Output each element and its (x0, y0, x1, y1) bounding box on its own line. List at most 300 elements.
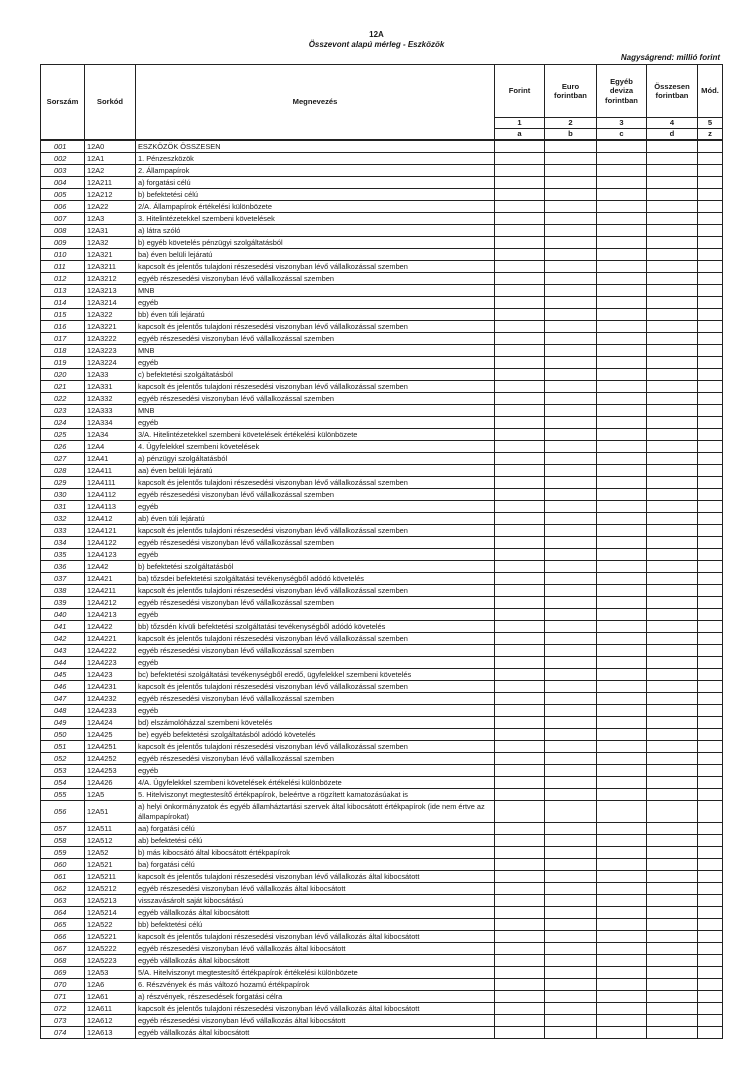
value-euro-cell[interactable] (545, 657, 597, 669)
value-euro-cell[interactable] (545, 285, 597, 297)
value-forint-cell[interactable] (495, 729, 545, 741)
value-total-cell[interactable] (647, 140, 698, 153)
value-total-cell[interactable] (647, 729, 698, 741)
value-mod-cell[interactable] (698, 597, 723, 609)
value-euro-cell[interactable] (545, 669, 597, 681)
value-euro-cell[interactable] (545, 321, 597, 333)
value-other-currency-cell[interactable] (597, 979, 647, 991)
value-forint-cell[interactable] (495, 991, 545, 1003)
value-euro-cell[interactable] (545, 1015, 597, 1027)
value-other-currency-cell[interactable] (597, 931, 647, 943)
value-forint-cell[interactable] (495, 765, 545, 777)
value-euro-cell[interactable] (545, 537, 597, 549)
value-euro-cell[interactable] (545, 189, 597, 201)
value-total-cell[interactable] (647, 681, 698, 693)
value-other-currency-cell[interactable] (597, 991, 647, 1003)
value-euro-cell[interactable] (545, 225, 597, 237)
value-euro-cell[interactable] (545, 357, 597, 369)
value-total-cell[interactable] (647, 585, 698, 597)
value-other-currency-cell[interactable] (597, 537, 647, 549)
value-euro-cell[interactable] (545, 369, 597, 381)
value-other-currency-cell[interactable] (597, 333, 647, 345)
value-mod-cell[interactable] (698, 859, 723, 871)
value-euro-cell[interactable] (545, 261, 597, 273)
value-euro-cell[interactable] (545, 1027, 597, 1039)
value-total-cell[interactable] (647, 237, 698, 249)
value-euro-cell[interactable] (545, 967, 597, 979)
value-euro-cell[interactable] (545, 297, 597, 309)
value-euro-cell[interactable] (545, 621, 597, 633)
value-total-cell[interactable] (647, 1027, 698, 1039)
value-forint-cell[interactable] (495, 249, 545, 261)
value-mod-cell[interactable] (698, 309, 723, 321)
value-forint-cell[interactable] (495, 859, 545, 871)
value-forint-cell[interactable] (495, 597, 545, 609)
value-other-currency-cell[interactable] (597, 895, 647, 907)
value-mod-cell[interactable] (698, 609, 723, 621)
value-mod-cell[interactable] (698, 967, 723, 979)
value-forint-cell[interactable] (495, 693, 545, 705)
value-euro-cell[interactable] (545, 465, 597, 477)
value-total-cell[interactable] (647, 189, 698, 201)
value-forint-cell[interactable] (495, 393, 545, 405)
value-total-cell[interactable] (647, 645, 698, 657)
value-other-currency-cell[interactable] (597, 859, 647, 871)
value-mod-cell[interactable] (698, 991, 723, 1003)
value-forint-cell[interactable] (495, 489, 545, 501)
value-other-currency-cell[interactable] (597, 165, 647, 177)
value-euro-cell[interactable] (545, 645, 597, 657)
value-total-cell[interactable] (647, 321, 698, 333)
value-forint-cell[interactable] (495, 895, 545, 907)
value-total-cell[interactable] (647, 871, 698, 883)
value-other-currency-cell[interactable] (597, 871, 647, 883)
value-other-currency-cell[interactable] (597, 705, 647, 717)
value-total-cell[interactable] (647, 501, 698, 513)
value-forint-cell[interactable] (495, 741, 545, 753)
value-other-currency-cell[interactable] (597, 847, 647, 859)
value-other-currency-cell[interactable] (597, 225, 647, 237)
value-other-currency-cell[interactable] (597, 309, 647, 321)
value-mod-cell[interactable] (698, 465, 723, 477)
value-other-currency-cell[interactable] (597, 919, 647, 931)
value-mod-cell[interactable] (698, 777, 723, 789)
value-mod-cell[interactable] (698, 357, 723, 369)
value-mod-cell[interactable] (698, 237, 723, 249)
value-euro-cell[interactable] (545, 871, 597, 883)
value-euro-cell[interactable] (545, 417, 597, 429)
value-euro-cell[interactable] (545, 140, 597, 153)
value-forint-cell[interactable] (495, 585, 545, 597)
value-mod-cell[interactable] (698, 249, 723, 261)
value-mod-cell[interactable] (698, 537, 723, 549)
value-mod-cell[interactable] (698, 883, 723, 895)
value-forint-cell[interactable] (495, 285, 545, 297)
value-forint-cell[interactable] (495, 645, 545, 657)
value-forint-cell[interactable] (495, 943, 545, 955)
value-euro-cell[interactable] (545, 381, 597, 393)
value-mod-cell[interactable] (698, 441, 723, 453)
value-mod-cell[interactable] (698, 177, 723, 189)
value-total-cell[interactable] (647, 753, 698, 765)
value-total-cell[interactable] (647, 621, 698, 633)
value-other-currency-cell[interactable] (597, 753, 647, 765)
value-forint-cell[interactable] (495, 333, 545, 345)
value-euro-cell[interactable] (545, 597, 597, 609)
value-forint-cell[interactable] (495, 513, 545, 525)
value-other-currency-cell[interactable] (597, 823, 647, 835)
value-total-cell[interactable] (647, 955, 698, 967)
value-forint-cell[interactable] (495, 357, 545, 369)
value-other-currency-cell[interactable] (597, 645, 647, 657)
value-total-cell[interactable] (647, 883, 698, 895)
value-mod-cell[interactable] (698, 693, 723, 705)
value-other-currency-cell[interactable] (597, 441, 647, 453)
value-forint-cell[interactable] (495, 501, 545, 513)
value-total-cell[interactable] (647, 823, 698, 835)
value-forint-cell[interactable] (495, 237, 545, 249)
value-mod-cell[interactable] (698, 835, 723, 847)
value-mod-cell[interactable] (698, 429, 723, 441)
value-euro-cell[interactable] (545, 753, 597, 765)
value-euro-cell[interactable] (545, 693, 597, 705)
value-forint-cell[interactable] (495, 573, 545, 585)
value-other-currency-cell[interactable] (597, 501, 647, 513)
value-total-cell[interactable] (647, 943, 698, 955)
value-mod-cell[interactable] (698, 871, 723, 883)
value-total-cell[interactable] (647, 717, 698, 729)
value-forint-cell[interactable] (495, 477, 545, 489)
value-total-cell[interactable] (647, 801, 698, 823)
value-mod-cell[interactable] (698, 705, 723, 717)
value-total-cell[interactable] (647, 429, 698, 441)
value-total-cell[interactable] (647, 789, 698, 801)
value-total-cell[interactable] (647, 333, 698, 345)
value-other-currency-cell[interactable] (597, 789, 647, 801)
value-forint-cell[interactable] (495, 525, 545, 537)
value-mod-cell[interactable] (698, 225, 723, 237)
value-mod-cell[interactable] (698, 847, 723, 859)
value-forint-cell[interactable] (495, 835, 545, 847)
value-euro-cell[interactable] (545, 441, 597, 453)
value-euro-cell[interactable] (545, 585, 597, 597)
value-total-cell[interactable] (647, 693, 698, 705)
value-euro-cell[interactable] (545, 883, 597, 895)
value-other-currency-cell[interactable] (597, 417, 647, 429)
value-forint-cell[interactable] (495, 633, 545, 645)
value-forint-cell[interactable] (495, 907, 545, 919)
value-total-cell[interactable] (647, 165, 698, 177)
value-forint-cell[interactable] (495, 777, 545, 789)
value-mod-cell[interactable] (698, 489, 723, 501)
value-mod-cell[interactable] (698, 919, 723, 931)
value-mod-cell[interactable] (698, 501, 723, 513)
value-mod-cell[interactable] (698, 513, 723, 525)
value-total-cell[interactable] (647, 153, 698, 165)
value-mod-cell[interactable] (698, 931, 723, 943)
value-euro-cell[interactable] (545, 991, 597, 1003)
value-forint-cell[interactable] (495, 549, 545, 561)
value-total-cell[interactable] (647, 285, 698, 297)
value-forint-cell[interactable] (495, 225, 545, 237)
value-mod-cell[interactable] (698, 561, 723, 573)
value-other-currency-cell[interactable] (597, 967, 647, 979)
value-forint-cell[interactable] (495, 753, 545, 765)
value-other-currency-cell[interactable] (597, 393, 647, 405)
value-forint-cell[interactable] (495, 381, 545, 393)
value-total-cell[interactable] (647, 907, 698, 919)
value-euro-cell[interactable] (545, 979, 597, 991)
value-mod-cell[interactable] (698, 381, 723, 393)
value-forint-cell[interactable] (495, 705, 545, 717)
value-euro-cell[interactable] (545, 249, 597, 261)
value-total-cell[interactable] (647, 393, 698, 405)
value-other-currency-cell[interactable] (597, 453, 647, 465)
value-other-currency-cell[interactable] (597, 609, 647, 621)
value-euro-cell[interactable] (545, 741, 597, 753)
value-total-cell[interactable] (647, 405, 698, 417)
value-mod-cell[interactable] (698, 895, 723, 907)
value-total-cell[interactable] (647, 859, 698, 871)
value-other-currency-cell[interactable] (597, 561, 647, 573)
value-euro-cell[interactable] (545, 549, 597, 561)
value-other-currency-cell[interactable] (597, 477, 647, 489)
value-mod-cell[interactable] (698, 273, 723, 285)
value-mod-cell[interactable] (698, 285, 723, 297)
value-other-currency-cell[interactable] (597, 657, 647, 669)
value-forint-cell[interactable] (495, 801, 545, 823)
value-other-currency-cell[interactable] (597, 729, 647, 741)
value-other-currency-cell[interactable] (597, 345, 647, 357)
value-mod-cell[interactable] (698, 189, 723, 201)
value-forint-cell[interactable] (495, 955, 545, 967)
value-mod-cell[interactable] (698, 393, 723, 405)
value-euro-cell[interactable] (545, 943, 597, 955)
value-total-cell[interactable] (647, 273, 698, 285)
value-mod-cell[interactable] (698, 321, 723, 333)
value-other-currency-cell[interactable] (597, 273, 647, 285)
value-total-cell[interactable] (647, 561, 698, 573)
value-euro-cell[interactable] (545, 237, 597, 249)
value-euro-cell[interactable] (545, 273, 597, 285)
value-total-cell[interactable] (647, 573, 698, 585)
value-mod-cell[interactable] (698, 669, 723, 681)
value-other-currency-cell[interactable] (597, 693, 647, 705)
value-mod-cell[interactable] (698, 955, 723, 967)
value-euro-cell[interactable] (545, 729, 597, 741)
value-forint-cell[interactable] (495, 621, 545, 633)
value-forint-cell[interactable] (495, 681, 545, 693)
value-other-currency-cell[interactable] (597, 237, 647, 249)
value-euro-cell[interactable] (545, 153, 597, 165)
value-forint-cell[interactable] (495, 561, 545, 573)
value-total-cell[interactable] (647, 895, 698, 907)
value-euro-cell[interactable] (545, 609, 597, 621)
value-total-cell[interactable] (647, 919, 698, 931)
value-forint-cell[interactable] (495, 657, 545, 669)
value-mod-cell[interactable] (698, 823, 723, 835)
value-total-cell[interactable] (647, 177, 698, 189)
value-other-currency-cell[interactable] (597, 1003, 647, 1015)
value-mod-cell[interactable] (698, 907, 723, 919)
value-euro-cell[interactable] (545, 835, 597, 847)
value-other-currency-cell[interactable] (597, 261, 647, 273)
value-other-currency-cell[interactable] (597, 489, 647, 501)
value-forint-cell[interactable] (495, 345, 545, 357)
value-forint-cell[interactable] (495, 297, 545, 309)
value-total-cell[interactable] (647, 549, 698, 561)
value-mod-cell[interactable] (698, 345, 723, 357)
value-mod-cell[interactable] (698, 417, 723, 429)
value-other-currency-cell[interactable] (597, 525, 647, 537)
value-other-currency-cell[interactable] (597, 1015, 647, 1027)
value-forint-cell[interactable] (495, 1003, 545, 1015)
value-forint-cell[interactable] (495, 165, 545, 177)
value-total-cell[interactable] (647, 705, 698, 717)
value-total-cell[interactable] (647, 525, 698, 537)
value-euro-cell[interactable] (545, 501, 597, 513)
value-forint-cell[interactable] (495, 417, 545, 429)
value-mod-cell[interactable] (698, 657, 723, 669)
value-euro-cell[interactable] (545, 345, 597, 357)
value-euro-cell[interactable] (545, 561, 597, 573)
value-other-currency-cell[interactable] (597, 153, 647, 165)
value-total-cell[interactable] (647, 669, 698, 681)
value-mod-cell[interactable] (698, 943, 723, 955)
value-forint-cell[interactable] (495, 261, 545, 273)
value-forint-cell[interactable] (495, 717, 545, 729)
value-total-cell[interactable] (647, 369, 698, 381)
value-other-currency-cell[interactable] (597, 597, 647, 609)
value-forint-cell[interactable] (495, 321, 545, 333)
value-euro-cell[interactable] (545, 525, 597, 537)
value-other-currency-cell[interactable] (597, 955, 647, 967)
value-mod-cell[interactable] (698, 717, 723, 729)
value-total-cell[interactable] (647, 309, 698, 321)
value-mod-cell[interactable] (698, 453, 723, 465)
value-euro-cell[interactable] (545, 931, 597, 943)
value-other-currency-cell[interactable] (597, 369, 647, 381)
value-total-cell[interactable] (647, 489, 698, 501)
value-total-cell[interactable] (647, 609, 698, 621)
value-mod-cell[interactable] (698, 549, 723, 561)
value-total-cell[interactable] (647, 381, 698, 393)
value-forint-cell[interactable] (495, 369, 545, 381)
value-total-cell[interactable] (647, 777, 698, 789)
value-total-cell[interactable] (647, 537, 698, 549)
value-mod-cell[interactable] (698, 165, 723, 177)
value-other-currency-cell[interactable] (597, 943, 647, 955)
value-total-cell[interactable] (647, 213, 698, 225)
value-euro-cell[interactable] (545, 333, 597, 345)
value-mod-cell[interactable] (698, 201, 723, 213)
value-forint-cell[interactable] (495, 140, 545, 153)
value-euro-cell[interactable] (545, 405, 597, 417)
value-other-currency-cell[interactable] (597, 633, 647, 645)
value-mod-cell[interactable] (698, 621, 723, 633)
value-other-currency-cell[interactable] (597, 549, 647, 561)
value-euro-cell[interactable] (545, 393, 597, 405)
value-forint-cell[interactable] (495, 823, 545, 835)
value-forint-cell[interactable] (495, 967, 545, 979)
value-euro-cell[interactable] (545, 681, 597, 693)
value-mod-cell[interactable] (698, 405, 723, 417)
value-euro-cell[interactable] (545, 717, 597, 729)
value-mod-cell[interactable] (698, 585, 723, 597)
value-mod-cell[interactable] (698, 477, 723, 489)
value-other-currency-cell[interactable] (597, 801, 647, 823)
value-total-cell[interactable] (647, 357, 698, 369)
value-euro-cell[interactable] (545, 633, 597, 645)
value-total-cell[interactable] (647, 201, 698, 213)
value-mod-cell[interactable] (698, 573, 723, 585)
value-other-currency-cell[interactable] (597, 681, 647, 693)
value-total-cell[interactable] (647, 847, 698, 859)
value-other-currency-cell[interactable] (597, 357, 647, 369)
value-forint-cell[interactable] (495, 153, 545, 165)
value-forint-cell[interactable] (495, 883, 545, 895)
value-other-currency-cell[interactable] (597, 381, 647, 393)
value-total-cell[interactable] (647, 1015, 698, 1027)
value-forint-cell[interactable] (495, 429, 545, 441)
value-other-currency-cell[interactable] (597, 140, 647, 153)
value-total-cell[interactable] (647, 835, 698, 847)
value-other-currency-cell[interactable] (597, 201, 647, 213)
value-forint-cell[interactable] (495, 189, 545, 201)
value-forint-cell[interactable] (495, 919, 545, 931)
value-forint-cell[interactable] (495, 1015, 545, 1027)
value-other-currency-cell[interactable] (597, 835, 647, 847)
value-total-cell[interactable] (647, 453, 698, 465)
value-total-cell[interactable] (647, 967, 698, 979)
value-other-currency-cell[interactable] (597, 717, 647, 729)
value-euro-cell[interactable] (545, 1003, 597, 1015)
value-other-currency-cell[interactable] (597, 765, 647, 777)
value-euro-cell[interactable] (545, 513, 597, 525)
value-forint-cell[interactable] (495, 979, 545, 991)
value-forint-cell[interactable] (495, 847, 545, 859)
value-total-cell[interactable] (647, 741, 698, 753)
value-mod-cell[interactable] (698, 369, 723, 381)
value-forint-cell[interactable] (495, 441, 545, 453)
value-other-currency-cell[interactable] (597, 585, 647, 597)
value-mod-cell[interactable] (698, 729, 723, 741)
value-other-currency-cell[interactable] (597, 249, 647, 261)
value-mod-cell[interactable] (698, 297, 723, 309)
value-other-currency-cell[interactable] (597, 213, 647, 225)
value-other-currency-cell[interactable] (597, 285, 647, 297)
value-other-currency-cell[interactable] (597, 777, 647, 789)
value-mod-cell[interactable] (698, 753, 723, 765)
value-euro-cell[interactable] (545, 907, 597, 919)
value-total-cell[interactable] (647, 991, 698, 1003)
value-total-cell[interactable] (647, 979, 698, 991)
value-forint-cell[interactable] (495, 453, 545, 465)
value-total-cell[interactable] (647, 465, 698, 477)
value-other-currency-cell[interactable] (597, 429, 647, 441)
value-euro-cell[interactable] (545, 859, 597, 871)
value-other-currency-cell[interactable] (597, 189, 647, 201)
value-other-currency-cell[interactable] (597, 883, 647, 895)
value-mod-cell[interactable] (698, 645, 723, 657)
value-other-currency-cell[interactable] (597, 465, 647, 477)
value-total-cell[interactable] (647, 1003, 698, 1015)
value-total-cell[interactable] (647, 513, 698, 525)
value-total-cell[interactable] (647, 931, 698, 943)
value-euro-cell[interactable] (545, 477, 597, 489)
value-forint-cell[interactable] (495, 465, 545, 477)
value-euro-cell[interactable] (545, 847, 597, 859)
